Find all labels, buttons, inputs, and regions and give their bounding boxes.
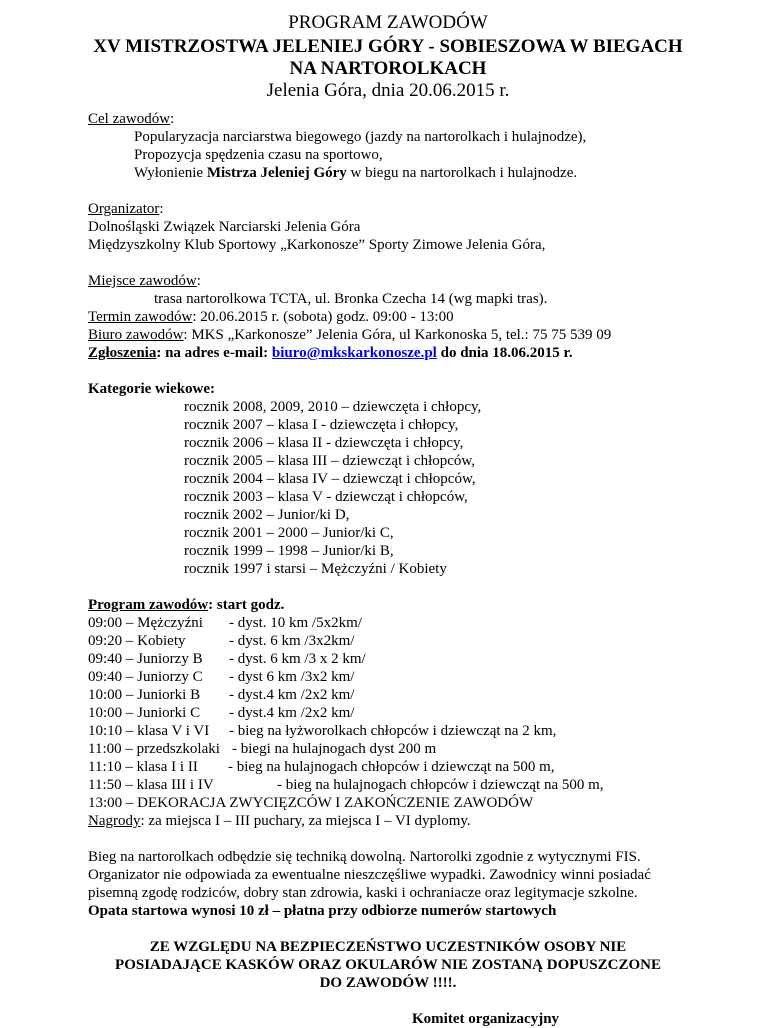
event-title-line-1: XV MISTRZOSTWA JELENIEJ GÓRY - SOBIESZOWA W BIEGACH bbox=[93, 36, 683, 57]
goal-item: Popularyzacja narciarstwa biegowego (jazdy na nartorolkach i hulajnodze), bbox=[134, 129, 587, 145]
rules-line: Bieg na nartorolkach odbędzie się techniką dowolną. Nartorolki zgodnie z wytycznymi FIS. bbox=[88, 849, 641, 865]
program-row: 10:00 – Juniorki C - dyst.4 km /2x2 km/ bbox=[88, 705, 355, 721]
fee-line: Opata startowa wynosi 10 zł – płatna przy odbiorze numerów startowych bbox=[88, 903, 557, 919]
category-item: rocznik 2008, 2009, 2010 – dziewczęta i chłopcy, bbox=[184, 399, 482, 415]
organizer-section: Organizator: Dolnośląski Związek Narciarski Jelenia Góra Międzyszkolny Klub Sportowy „Karkonosze” Sporty Zimowe Jelenia Góra, bbox=[88, 200, 688, 254]
rules-section bbox=[88, 848, 688, 920]
program-row: 10:10 – klasa V i VI - bieg na łyżworolkach chłopców i dziewcząt na 2 km, bbox=[88, 723, 557, 739]
category-item: rocznik 2006 – klasa II - dziewczęta i chłopcy, bbox=[184, 435, 464, 451]
program-row: 11:50 – klasa III i IV - bieg na hulajnogach chłopców i dziewcząt na 500 m, bbox=[88, 777, 604, 793]
doc-title: PROGRAM ZAWODÓW bbox=[288, 12, 488, 33]
warning-line: DO ZAWODÓW !!!!. bbox=[319, 975, 457, 991]
event-title-line-2: NA NARTOROLKACH bbox=[289, 58, 487, 79]
category-item: rocznik 1997 i starsi – Mężczyźni / Kobiety bbox=[184, 561, 447, 577]
category-item: rocznik 2003 – klasa V - dziewcząt i chłopców, bbox=[184, 489, 468, 505]
program-row: 10:00 – Juniorki B - dyst.4 km /2x2 km/ bbox=[88, 687, 355, 703]
program-row: 09:20 – Kobiety - dyst. 6 km /3x2km/ bbox=[88, 633, 355, 649]
program-row: 09:40 – Juniorzy C - dyst 6 km /3x2 km/ bbox=[88, 669, 355, 685]
goals-section: Cel zawodów: Popularyzacja narciarstwa biegowego (jazdy na nartorolkach i hulajnodze), Propozycja spędzenia czasu na sportowo, Wyłonienie Mistrza Jeleniej Góry w biegu na nartorolkach i hulajnodze. bbox=[88, 110, 688, 182]
category-item: rocznik 2001 – 2000 – Junior/ki C, bbox=[184, 525, 394, 541]
document-page bbox=[88, 12, 688, 1028]
program-row: 09:40 – Juniorzy B - dyst. 6 km /3 x 2 km/ bbox=[88, 651, 366, 667]
organizer-line: Międzyszkolny Klub Sportowy „Karkonosze” Sporty Zimowe Jelenia Góra, bbox=[88, 237, 546, 253]
program-row: 11:10 – klasa I i II - bieg na hulajnogach chłopców i dziewcząt na 500 m, bbox=[88, 759, 555, 775]
category-item: rocznik 1999 – 1998 – Junior/ki B, bbox=[184, 543, 394, 559]
venue-label: Miejsce zawodów bbox=[88, 273, 197, 289]
rules-line: pisemną zgodę rodziców, dobry stan zdrowia, kaski i ochraniacze oraz legitymacje szkolne. bbox=[88, 885, 638, 901]
category-item: rocznik 2004 – klasa IV – dziewcząt i chłopców, bbox=[184, 471, 476, 487]
program-label: Program zawodów: start godz. bbox=[88, 597, 285, 613]
category-item: rocznik 2005 – klasa III – dziewcząt i chłopców, bbox=[184, 453, 475, 469]
organizer-line: Dolnośląski Związek Narciarski Jelenia Góra bbox=[88, 219, 361, 235]
program-section bbox=[88, 596, 688, 830]
goals-label: Cel zawodów bbox=[88, 111, 171, 127]
program-row: 09:00 – Mężczyźni - dyst. 10 km /5x2km/ bbox=[88, 615, 362, 631]
warning-section bbox=[88, 938, 688, 992]
category-item: rocznik 2007 – klasa I - dziewczęta i chłopcy, bbox=[184, 417, 459, 433]
signature: Komitet organizacyjny bbox=[412, 1011, 560, 1027]
date-line: Termin zawodów: 20.06.2015 r. (sobota) godz. 09:00 - 13:00 bbox=[88, 309, 454, 325]
rules-line: Organizator nie odpowiada za ewentualne nieszczęśliwe wypadki. Zawodnicy winni posiadać bbox=[88, 867, 651, 883]
prizes-line: Nagrody: za miejsca I – III puchary, za miejsca I – VI dyplomy. bbox=[88, 813, 471, 829]
registration-line: Zgłoszenia: na adres e-mail: biuro@mkskarkonosze.pl do dnia 18.06.2015 r. bbox=[88, 345, 573, 361]
program-row: 11:00 – przedszkolaki - biegi na hulajnogach dyst 200 m bbox=[88, 741, 437, 757]
warning-line: ZE WZGLĘDU NA BEZPIECZEŃSTWO UCZESTNIKÓW OSOBY NIE bbox=[149, 939, 627, 955]
ceremony-line: 13:00 – DEKORACJA ZWYCIĘZCÓW I ZAKOŃCZENIE ZAWODÓW bbox=[88, 795, 534, 811]
email-link[interactable]: biuro@mkskarkonosze.pl bbox=[271, 345, 437, 361]
categories-label: Kategorie wiekowe: bbox=[88, 381, 216, 397]
office-line: Biuro zawodów: MKS „Karkonosze” Jelenia Góra, ul Karkonoska 5, tel.: 75 75 539 09 bbox=[88, 327, 612, 343]
organizer-label: Organizator bbox=[88, 201, 160, 217]
venue-value: trasa nartorolkowa TCTA, ul. Bronka Czecha 14 (wg mapki tras). bbox=[154, 291, 548, 307]
category-item: rocznik 2002 – Junior/ki D, bbox=[184, 507, 350, 523]
venue-section: Miejsce zawodów: trasa nartorolkowa TCTA, ul. Bronka Czecha 14 (wg mapki tras). Termin zawodów: 20.06.2015 r. (sobota) godz. 09:00 - 13:00 Biuro zawodów: MKS „Karkonosze” Jelenia Góra, ul Karkonoska 5, tel.: 75 75 539 09 Zgłoszenia: na adres e-mail: biuro@mkskarkonosze.pl do dnia 18.06.2015 r. bbox=[88, 272, 688, 362]
warning-line: POSIADAJĄCE KASKÓW ORAZ OKULARÓW NIE ZOSTANĄ DOPUSZCZONE bbox=[115, 957, 661, 973]
goal-item: Wyłonienie Mistrza Jeleniej Góry w biegu na nartorolkach i hulajnodze. bbox=[134, 165, 578, 181]
goal-item: Propozycja spędzenia czasu na sportowo, bbox=[134, 147, 383, 163]
categories-section bbox=[88, 380, 688, 578]
place-date: Jelenia Góra, dnia 20.06.2015 r. bbox=[266, 80, 510, 101]
